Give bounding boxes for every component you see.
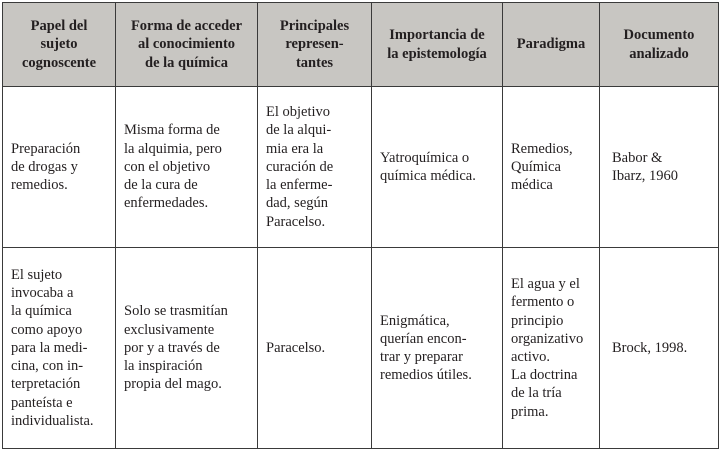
- cell-text-line: de la alqui-: [266, 122, 332, 139]
- cell-text-line: prima.: [511, 403, 549, 420]
- cell-text-line: la enferme-: [266, 177, 333, 194]
- cell-text-line: Paradigma: [516, 36, 586, 53]
- cell-text-line: Documento: [623, 27, 695, 44]
- cell-documento-analizado: [600, 87, 719, 248]
- cell-text-line: propia del mago.: [124, 376, 222, 393]
- cell-text-line: El objetivo: [266, 104, 331, 121]
- cell-text-line: al conocimiento: [137, 36, 236, 53]
- cell-text-line: la epistemología: [387, 45, 487, 62]
- cell-text-line: Brock, 1998.: [612, 339, 688, 356]
- table-row: [3, 87, 719, 248]
- cell-text-line: activo.: [511, 349, 551, 365]
- column-header-paradigma: [503, 3, 600, 87]
- cell-text-line: remedios.: [11, 177, 68, 194]
- cell-text-line: curación de: [266, 158, 334, 175]
- cell-text-line: Babor &: [612, 149, 663, 166]
- cell-papel-sujeto: [3, 87, 116, 248]
- cell-text-line: Principales: [279, 18, 350, 35]
- table-row: [3, 248, 719, 449]
- cell-importancia-epistemologia: [372, 248, 503, 449]
- column-header-forma-acceder: [116, 3, 258, 87]
- cell-text-line: trar y preparar: [380, 349, 463, 365]
- cell-text-line: enfermedades.: [124, 195, 209, 212]
- cell-text-line: mia era la: [266, 140, 324, 157]
- cell-text-line: de la química: [145, 54, 228, 71]
- epistemology-table: [2, 2, 719, 449]
- cell-text-line: Química: [511, 158, 561, 175]
- cell-text-line: la alquimia, pero: [124, 140, 222, 157]
- cell-text-line: principio: [511, 312, 564, 329]
- cell-text-line: de drogas y: [11, 158, 78, 175]
- cell-text-line: Forma de acceder: [130, 18, 243, 35]
- cell-text-line: Remedios,: [511, 140, 573, 157]
- cell-text-line: remedios útiles.: [380, 367, 472, 384]
- cell-text-line: médica: [511, 177, 553, 194]
- cell-forma-acceder: [116, 87, 258, 248]
- cell-text-line: analizado: [629, 45, 689, 62]
- cell-text-line: panteísta e: [11, 394, 73, 411]
- cell-paradigma: [503, 87, 600, 248]
- cell-text-line: fermento o: [511, 294, 575, 311]
- cell-text-line: con el objetivo: [124, 158, 211, 175]
- cell-text-line: de la cura de: [124, 177, 198, 194]
- cell-text-line: química médica.: [380, 168, 476, 184]
- cell-text-line: Misma forma de: [124, 122, 220, 139]
- cell-principales-representantes: [258, 87, 372, 248]
- cell-text-line: La doctrina: [511, 367, 578, 384]
- cell-text-line: Paracelso.: [266, 339, 326, 356]
- cell-text-line: Yatroquímica o: [380, 149, 470, 166]
- cell-text-line: sujeto: [40, 36, 78, 53]
- cell-text-line: tantes: [295, 54, 334, 71]
- cell-text-line: para la medi-: [11, 339, 88, 356]
- cell-text-line: El agua y el: [511, 276, 580, 293]
- cell-text-line: Ibarz, 1960: [612, 168, 679, 184]
- cell-text-line: dad, según: [266, 195, 329, 212]
- cell-papel-sujeto: [3, 248, 116, 449]
- cell-text-line: Preparación: [11, 140, 81, 157]
- cell-text-line: invocaba a: [11, 285, 74, 302]
- column-header-importancia-epistemologia: [372, 3, 503, 87]
- cell-text-line: la química: [11, 303, 72, 320]
- cell-text-line: cina, con in-: [11, 358, 84, 375]
- cell-text-line: Paracelso.: [266, 213, 326, 230]
- cell-text-line: Solo se trasmitían: [124, 303, 228, 320]
- column-header-principales-representantes: [258, 3, 372, 87]
- cell-forma-acceder: [116, 248, 258, 449]
- cell-importancia-epistemologia: [372, 87, 503, 248]
- cell-principales-representantes: [258, 248, 372, 449]
- cell-text-line: Importancia de: [389, 27, 485, 44]
- cell-text-line: Enigmática,: [380, 312, 450, 329]
- cell-text-line: El sujeto: [11, 267, 63, 284]
- column-header-documento-analizado: [600, 3, 719, 87]
- header-row: [3, 3, 719, 87]
- cell-text-line: querían encon-: [380, 330, 467, 347]
- cell-text-line: Papel del: [30, 18, 88, 35]
- column-header-papel-sujeto: [3, 3, 116, 87]
- cell-text-line: organizativo: [511, 330, 584, 347]
- cell-documento-analizado: [600, 248, 719, 449]
- cell-text-line: cognoscente: [21, 54, 97, 71]
- cell-text-line: terpretación: [11, 376, 81, 393]
- cell-text-line: por y a través de: [124, 339, 220, 356]
- cell-text-line: como apoyo: [11, 321, 83, 338]
- cell-text-line: exclusivamente: [124, 321, 215, 338]
- cell-text-line: de la tría: [511, 385, 562, 402]
- cell-text-line: represen-: [285, 36, 344, 53]
- cell-text-line: individualista.: [11, 412, 94, 429]
- cell-text-line: la inspiración: [124, 358, 203, 375]
- cell-paradigma: [503, 248, 600, 449]
